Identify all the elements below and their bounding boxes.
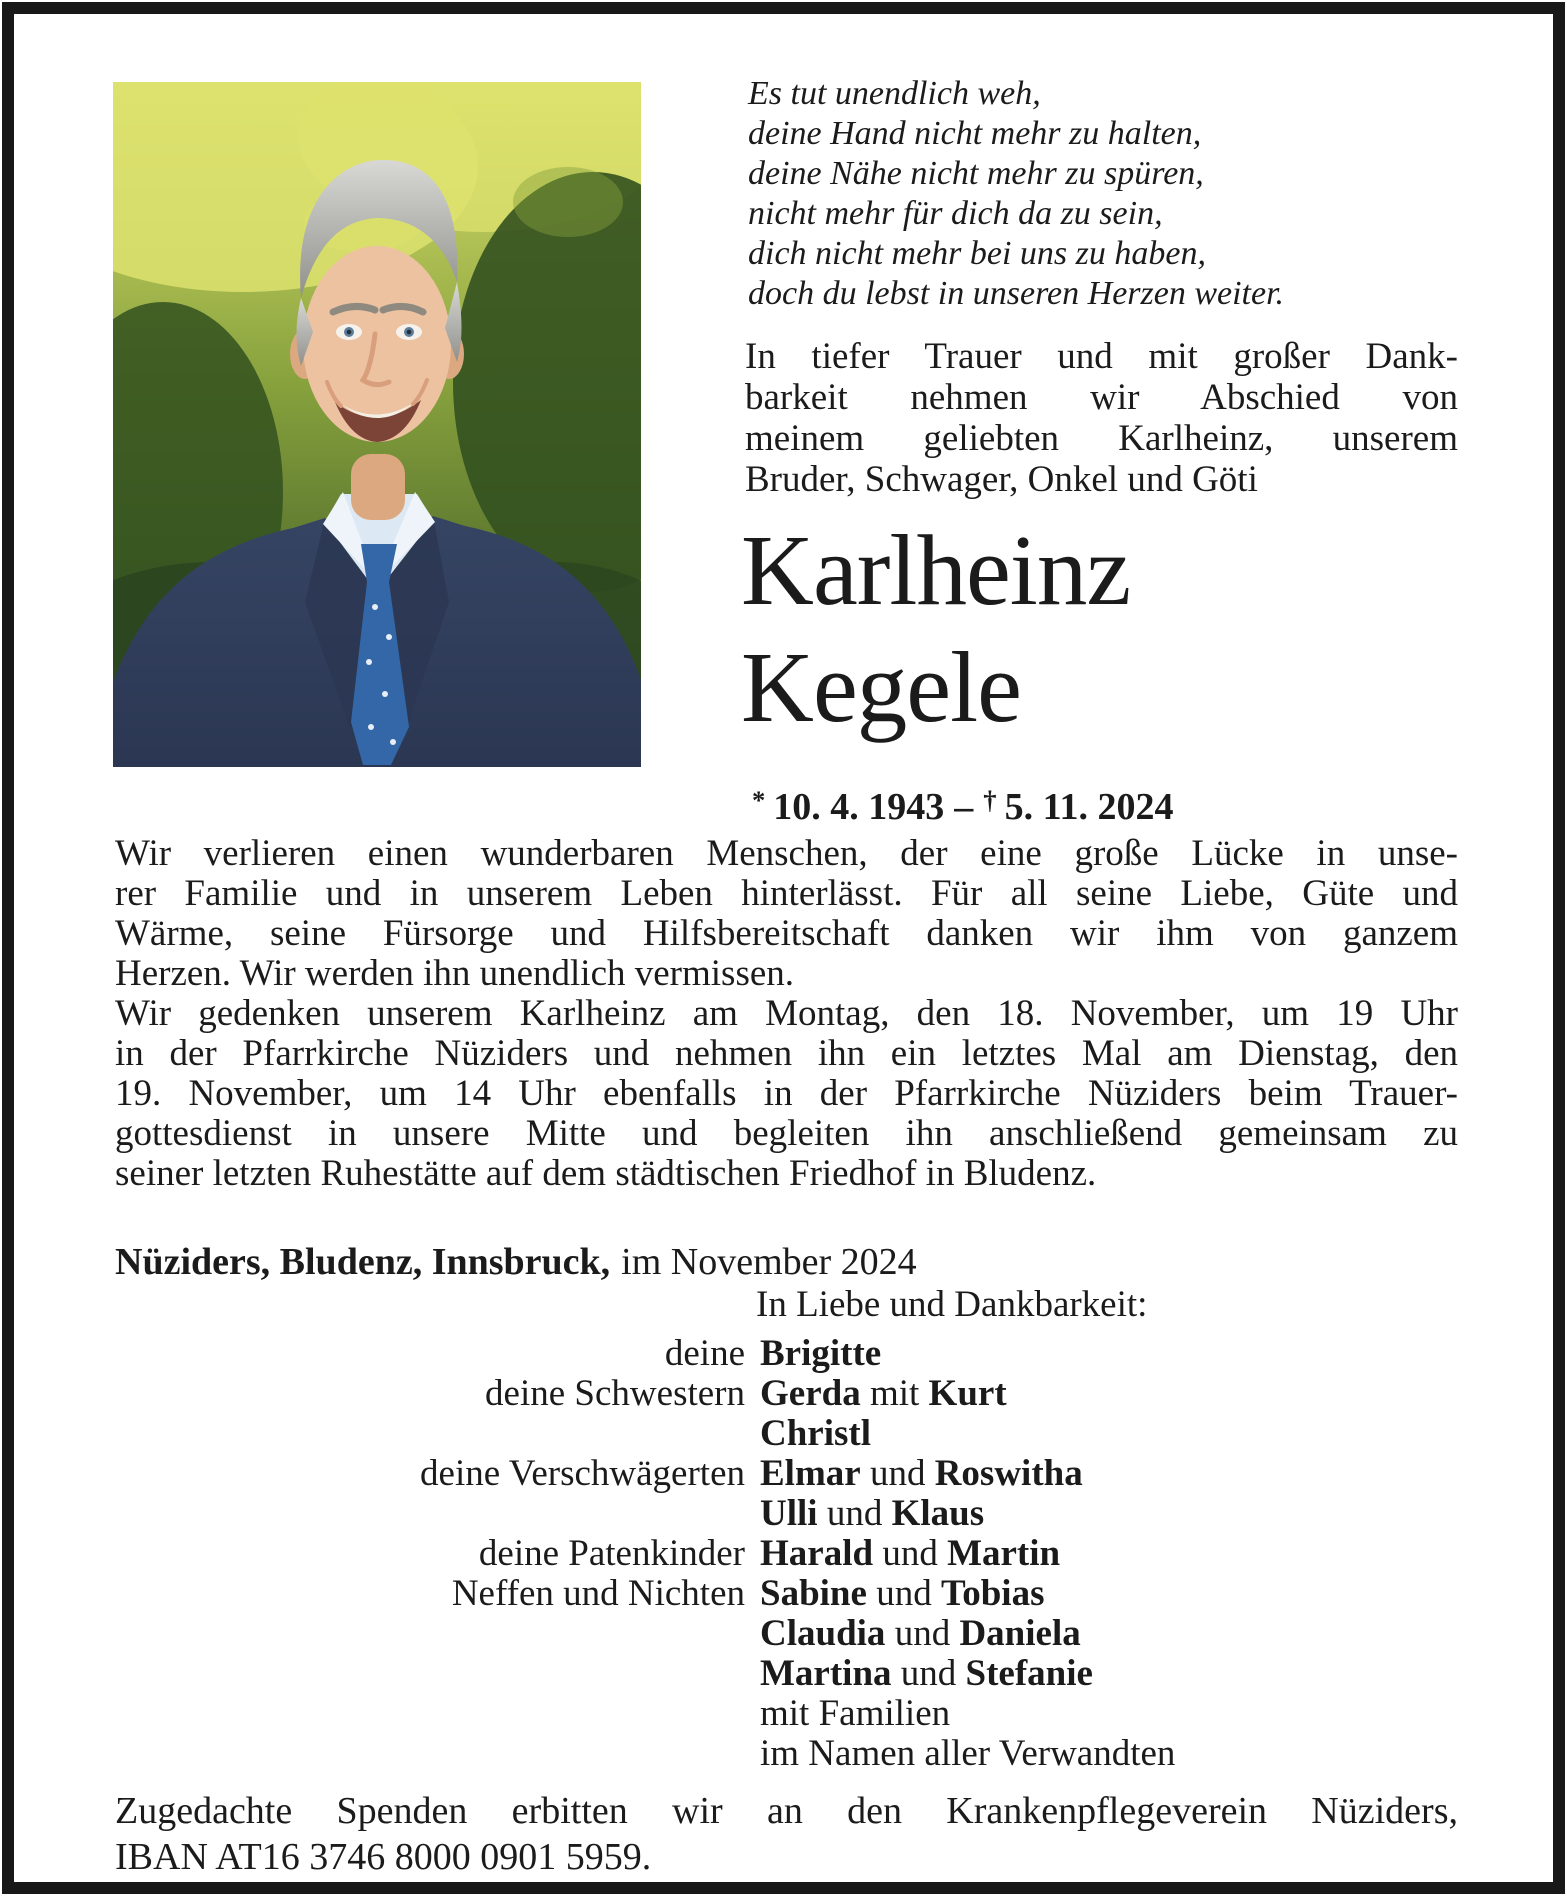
poem-line: doch du lebst in unseren Herzen weiter.	[748, 275, 1285, 312]
mourner-names	[760, 1374, 1007, 1414]
mourner-plain-text: im Namen aller Verwandten	[760, 1733, 1176, 1774]
mourner-role: deine Patenkinder	[478, 1533, 745, 1574]
mourner-name: Christl	[760, 1413, 871, 1454]
mourner-names	[760, 1414, 871, 1454]
mourner-role	[0, 1414, 745, 1454]
mourner-row	[0, 1534, 1458, 1574]
body-line: in der Pfarrkirche Nüziders und nehmen ihn ein letztes Mal am Dienstag, den	[115, 1033, 1458, 1074]
body-line: rer Familie und in unserem Leben hinterlässt. Für all seine Liebe, Güte und	[115, 873, 1458, 914]
mourner-names	[760, 1494, 984, 1534]
body-line: Herzen. Wir werden ihn unendlich vermissen.	[115, 953, 795, 994]
intro-line: In tiefer Trauer und mit großer Dank-	[745, 336, 1458, 377]
mourner-role	[0, 1654, 745, 1694]
mourner-name: Claudia	[760, 1613, 886, 1654]
deceased-name	[741, 512, 1130, 746]
mourner-row	[0, 1334, 1458, 1374]
mourner-row	[0, 1574, 1458, 1614]
mourner-name: Ulli	[760, 1493, 818, 1534]
mourner-name: Martina	[760, 1653, 892, 1694]
portrait-photo-svg	[113, 82, 641, 767]
mourner-names	[760, 1694, 950, 1734]
mourner-name: Kurt	[928, 1373, 1007, 1414]
mourner-name: Harald	[760, 1533, 874, 1574]
mourner-row	[0, 1374, 1458, 1414]
mourner-role	[0, 1494, 745, 1534]
body-line: 19. November, um 14 Uhr ebenfalls in der Pfarrkirche Nüziders beim Trauer-	[115, 1073, 1458, 1114]
mourner-role: deine	[664, 1333, 745, 1374]
mourner-connector: und	[866, 1573, 941, 1614]
donation-iban-line: IBAN AT16 3746 8000 0901 5959.	[115, 1836, 652, 1878]
mourner-role: deine Schwestern	[485, 1373, 745, 1414]
mourner-names	[760, 1574, 1044, 1614]
mourner-names	[760, 1654, 1093, 1694]
mourner-role: deine Verschwägerten	[420, 1453, 745, 1494]
donation-note	[115, 1788, 1458, 1880]
intro-line: barkeit nehmen wir Abschied von	[745, 377, 1458, 418]
mourner-row	[0, 1614, 1458, 1654]
portrait-photo	[113, 82, 641, 767]
neck	[351, 454, 405, 520]
mourner-row	[0, 1734, 1458, 1774]
mourner-role	[0, 1614, 745, 1654]
life-dates	[752, 778, 1174, 829]
farewell-intro	[745, 336, 1458, 500]
face	[303, 246, 451, 442]
death-cross-icon: †	[983, 785, 997, 815]
intro-line: Bruder, Schwager, Onkel und Göti	[745, 459, 1258, 500]
mourner-name: Klaus	[891, 1493, 985, 1534]
mourner-names	[760, 1454, 1083, 1494]
intro-line: meinem geliebten Karlheinz, unserem	[745, 418, 1458, 459]
mourner-name: Sabine	[760, 1573, 867, 1614]
mourner-connector: und	[817, 1493, 892, 1534]
death-date: 5. 11. 2024	[1004, 786, 1174, 829]
location-places: Nüziders, Bludenz, Innsbruck,	[115, 1241, 611, 1283]
birth-star-icon: *	[752, 785, 766, 815]
mourner-plain-text: mit Familien	[760, 1693, 951, 1734]
mourner-name: Martin	[947, 1533, 1061, 1574]
body-line: gottesdienst in unsere Mitte und begleiten ihn anschließend gemeinsam zu	[115, 1113, 1458, 1154]
obituary-text	[115, 834, 1458, 1194]
body-line: Wir verlieren einen wunderbaren Menschen, der eine große Lücke in unse-	[115, 833, 1458, 874]
mourner-names	[760, 1534, 1060, 1574]
mourner-row	[0, 1414, 1458, 1454]
mourner-name: Stefanie	[965, 1653, 1093, 1694]
closing-heading: In Liebe und Dankbarkeit:	[756, 1284, 1148, 1325]
body-line: Wärme, seine Fürsorge und Hilfsbereitschaft danken wir ihm von ganzem	[115, 913, 1458, 954]
memorial-poem	[748, 74, 1438, 314]
deceased-first-name: Karlheinz	[741, 514, 1131, 626]
mourner-names	[760, 1614, 1081, 1654]
location-month: im November 2024	[621, 1241, 917, 1283]
mourners-list	[0, 1334, 1458, 1774]
mourner-row	[0, 1654, 1458, 1694]
mourner-role: Neffen und Nichten	[451, 1573, 745, 1614]
mourner-name: Roswitha	[934, 1453, 1083, 1494]
mourner-name: Tobias	[940, 1573, 1045, 1614]
mourner-connector: und	[885, 1613, 960, 1654]
mourner-role	[0, 1694, 745, 1734]
mourner-names	[760, 1734, 1175, 1774]
mourner-name: Brigitte	[760, 1333, 882, 1374]
poem-line: Es tut unendlich weh,	[748, 75, 1041, 112]
mourner-connector: und	[873, 1533, 948, 1574]
mourner-row	[0, 1494, 1458, 1534]
mourner-role	[0, 1734, 745, 1774]
poem-line: nicht mehr für dich da zu sein,	[748, 195, 1163, 232]
mourner-name: Gerda	[760, 1373, 861, 1414]
mourner-row	[0, 1694, 1458, 1734]
dates-separator: –	[954, 786, 974, 829]
poem-line: deine Hand nicht mehr zu halten,	[748, 115, 1202, 152]
body-line: Wir gedenken unserem Karlheinz am Montag, den 18. November, um 19 Uhr	[115, 993, 1458, 1034]
mourner-row	[0, 1454, 1458, 1494]
mourner-names	[760, 1334, 881, 1374]
poem-line: dich nicht mehr bei uns zu haben,	[748, 235, 1206, 272]
body-line: seiner letzten Ruhestätte auf dem städtischen Friedhof in Bludenz.	[115, 1153, 1097, 1194]
mourner-connector: mit	[860, 1373, 929, 1414]
mourner-name: Daniela	[959, 1613, 1081, 1654]
mourner-connector: und	[860, 1453, 935, 1494]
donation-line: Zugedachte Spenden erbitten wir an den Krankenpflegeverein Nüziders,	[115, 1790, 1458, 1832]
poem-line: deine Nähe nicht mehr zu spüren,	[748, 155, 1204, 192]
birth-date: 10. 4. 1943	[773, 786, 945, 829]
deceased-last-name: Kegele	[741, 631, 1021, 743]
mourner-connector: und	[891, 1653, 966, 1694]
mourner-name: Elmar	[760, 1453, 861, 1494]
location-date-line	[115, 1240, 917, 1284]
